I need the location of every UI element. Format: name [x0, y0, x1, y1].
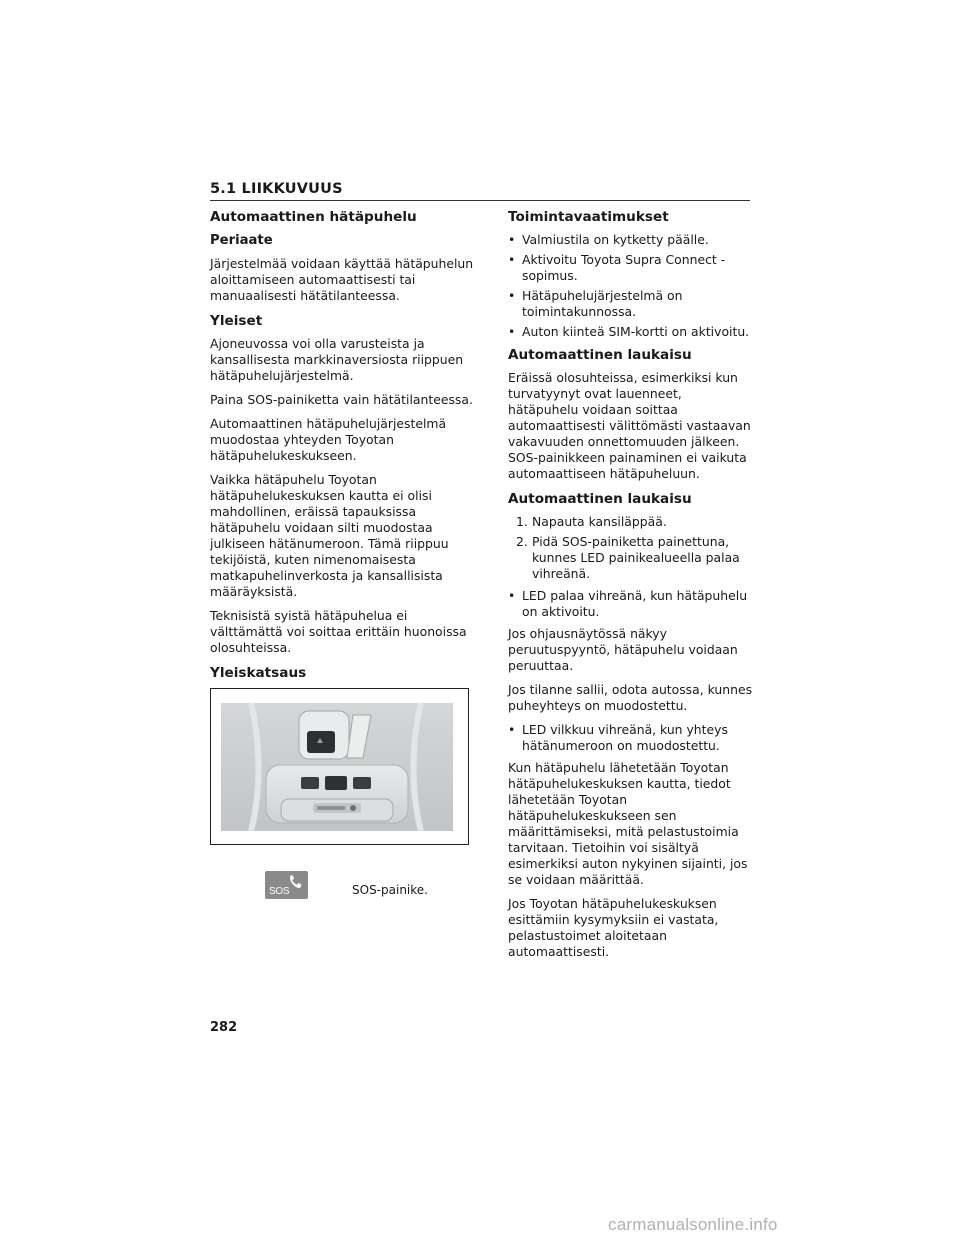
step-item — [516, 514, 754, 530]
auto-heading-1: Automaattinen laukaisu — [508, 347, 692, 363]
step-number: 1. — [516, 514, 528, 529]
steps-list — [508, 514, 754, 582]
overhead-console-figure — [210, 688, 469, 845]
yleiset-heading: Yleiset — [210, 313, 263, 329]
step-text: Pidä SOS-painiketta painettuna, kunnes LED painikealueella palaa vihreänä. — [532, 534, 740, 581]
auto-heading-2: Automaattinen laukaisu — [508, 491, 692, 507]
paragraph: Vaikka hätäpuhelu Toyotan hätäpuhelukeskuksen kautta ei olisi mahdollinen, eräissä tapauksissa hätäpuhelu voidaan silti muodostaa julkiseen hätänumeroon. Tämä riippuu tekijöistä, kuten nimenomaisesta matkapuhelinverkosta ja kansallisista määräyksistä. — [210, 472, 449, 599]
toiminta-heading: Toimintavaatimukset — [508, 209, 669, 225]
sos-phone-icon — [265, 871, 308, 899]
list-item: • Valmiustila on kytketty päälle. — [508, 232, 754, 248]
page-number: 282 — [210, 1020, 238, 1035]
paragraph: Automaattinen hätäpuhelujärjestelmä muodostaa yhteyden Toyotan hätäpuhelukeskukseen. — [210, 416, 447, 463]
list-item: • Aktivoitu Toyota Supra Connect -sopimus. — [508, 252, 754, 284]
left-column — [210, 208, 475, 905]
para-wait: Jos tilanne sallii, odota autossa, kunnes puheyhteys on muodostettu. — [508, 682, 753, 713]
overhead-console-illustration — [221, 703, 453, 831]
watermark: carmanualsonline.info — [608, 1215, 778, 1234]
paragraph: Paina SOS-painiketta vain hätätilanteessa. — [210, 392, 473, 407]
sos-legend — [210, 871, 475, 905]
list-item: • LED vilkkuu vihreänä, kun yhteys hätänumeroon on muodostettu. — [508, 722, 754, 754]
requirements-list — [508, 232, 754, 340]
led-list-1 — [508, 588, 754, 620]
section-header — [210, 178, 750, 201]
list-item: • Hätäpuhelujärjestelmä on toimintakunnossa. — [508, 288, 754, 320]
paragraph: Ajoneuvossa voi olla varusteista ja kansallisesta markkinaversiosta riippuen hätäpuhelujärjestelmä. — [210, 336, 464, 383]
step-text: Napauta kansiläppää. — [532, 514, 667, 529]
sos-label: SOS-painike. — [352, 883, 428, 897]
sos-icon-text: SOS — [269, 886, 290, 897]
main-heading: Automaattinen hätäpuhelu — [210, 209, 417, 225]
step-item — [516, 534, 754, 582]
periaate-heading: Periaate — [210, 233, 273, 248]
auto-text-1: Eräissä olosuhteissa, esimerkiksi kun turvatyynyt ovat lauenneet, hätäpuhelu voidaan soittaa automaattisesti välittömästi vastaavan vakavuuden onnettomuuden jälkeen. SOS-painikkeen painaminen ei vaikuta automaattiseen hätäpuheluun. — [508, 370, 751, 481]
para-data: Kun hätäpuhelu lähetetään Toyotan hätäpuhelukeskuksen kautta, tiedot lähetetään Toyotan hätäpuhelukeskukseen sen määrittämiseksi, mitä pelastustoimia tarvitaan. Tietoihin voi sisältyä esimerkiksi auton nykyinen sijainti, jos se voidaan määrittää. — [508, 760, 748, 887]
list-item: • Auton kiinteä SIM-kortti on aktivoitu. — [508, 324, 754, 340]
section-title: 5.1 LIIKKUVUUS — [210, 181, 343, 197]
step-number: 2. — [516, 534, 528, 549]
led-list-2 — [508, 722, 754, 754]
para-cancel: Jos ohjausnäytössä näkyy peruutuspyyntö, hätäpuhelu voidaan peruuttaa. — [508, 626, 738, 673]
yleiskatsaus-heading: Yleiskatsaus — [210, 665, 307, 681]
right-column — [508, 208, 754, 968]
paragraph: Teknisistä syistä hätäpuhelua ei välttämättä voi soittaa erittäin huonoissa olosuhteissa. — [210, 608, 467, 655]
para-rescue: Jos Toyotan hätäpuhelukeskuksen esittämiin kysymyksiin ei vastata, pelastustoimet aloitetaan automaattisesti. — [508, 896, 719, 959]
list-item: • LED palaa vihreänä, kun hätäpuhelu on aktivoitu. — [508, 588, 754, 620]
periaate-text: Järjestelmää voidaan käyttää hätäpuhelun aloittamiseen automaattisesti tai manuaalisesti hätätilanteessa. — [210, 256, 474, 303]
